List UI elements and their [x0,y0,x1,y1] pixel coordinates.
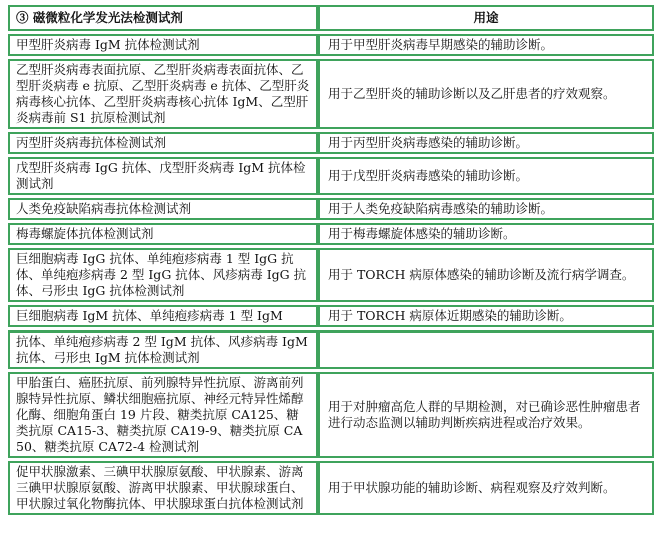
reagent-cell: 丙型肝炎病毒抗体检测试剂 [8,132,318,154]
reagent-cell: 巨细胞病毒 IgM 抗体、单纯疱疹病毒 1 型 IgM [8,305,318,327]
table-row [8,198,654,220]
usage-cell: 用于对肿瘤高危人群的早期检测，对已确诊恶性肿瘤患者进行动态监测以辅助判断疾病进程或治疗效果。 [318,372,654,458]
usage-cell: 用于甲型肝炎病毒早期感染的辅助诊断。 [318,34,654,56]
table-row [8,330,654,369]
table-row [8,34,654,56]
reagent-cell: 抗体、单纯疱疹病毒 2 型 IgM 抗体、风疹病毒 IgM 抗体、弓形虫 IgM 抗体检测试剂 [8,330,318,369]
table-row [8,305,654,327]
table-row [8,461,654,515]
table-row [8,372,654,458]
reagent-cell: 人类免疫缺陷病毒抗体检测试剂 [8,198,318,220]
reagent-cell: 甲胎蛋白、癌胚抗原、前列腺特异性抗原、游离前列腺特异性抗原、鳞状细胞癌抗原、神经元特异性烯醇化酶、细胞角蛋白 19 片段、糖类抗原 CA125、糖类抗原 CA15-3、糖类抗原 CA19-9、糖类抗原 CA50、糖类抗原 CA72-4 检测试剂 [8,372,318,458]
usage-cell: 用于乙型肝炎的辅助诊断以及乙肝患者的疗效观察。 [318,59,654,129]
reagent-cell: 戊型肝炎病毒 IgG 抗体、戊型肝炎病毒 IgM 抗体检测试剂 [8,157,318,195]
reagent-cell: 乙型肝炎病毒表面抗原、乙型肝炎病毒表面抗体、乙型肝炎病毒 e 抗原、乙型肝炎病毒 e 抗体、乙型肝炎病毒核心抗体、乙型肝炎病毒核心抗体 IgM、乙型肝炎病毒前 S1 抗原检测试剂 [8,59,318,129]
usage-cell: 用于戊型肝炎病毒感染的辅助诊断。 [318,157,654,195]
usage-cell: 用于丙型肝炎病毒感染的辅助诊断。 [318,132,654,154]
reagent-cell: 促甲状腺激素、三碘甲状腺原氨酸、甲状腺素、游离三碘甲状腺原氨酸、游离甲状腺素、甲状腺球蛋白、甲状腺过氧化物酶抗体、甲状腺球蛋白抗体检测试剂 [8,461,318,515]
table-row [8,132,654,154]
usage-cell: 用于梅毒螺旋体感染的辅助诊断。 [318,223,654,245]
usage-cell: 用于甲状腺功能的辅助诊断、病程观察及疗效判断。 [318,461,654,515]
reagent-cell: 巨细胞病毒 IgG 抗体、单纯疱疹病毒 1 型 IgG 抗体、单纯疱疹病毒 2 型 IgG 抗体、风疹病毒 IgG 抗体、弓形虫 IgG 抗体检测试剂 [8,248,318,302]
table-row [8,223,654,245]
reagent-cell: 梅毒螺旋体抗体检测试剂 [8,223,318,245]
header-reagent: ③ 磁微粒化学发光法检测试剂 [8,5,318,31]
table-row [8,248,654,302]
table-header-row [8,5,654,31]
reagent-cell: 甲型肝炎病毒 IgM 抗体检测试剂 [8,34,318,56]
usage-cell [318,330,654,369]
table-row [8,157,654,195]
header-usage: 用途 [318,5,654,31]
usage-cell: 用于人类免疫缺陷病毒感染的辅助诊断。 [318,198,654,220]
usage-cell: 用于 TORCH 病原体感染的辅助诊断及流行病学调查。 [318,248,654,302]
reagent-usage-table [8,2,654,518]
table-row [8,59,654,129]
usage-cell: 用于 TORCH 病原体近期感染的辅助诊断。 [318,305,654,327]
